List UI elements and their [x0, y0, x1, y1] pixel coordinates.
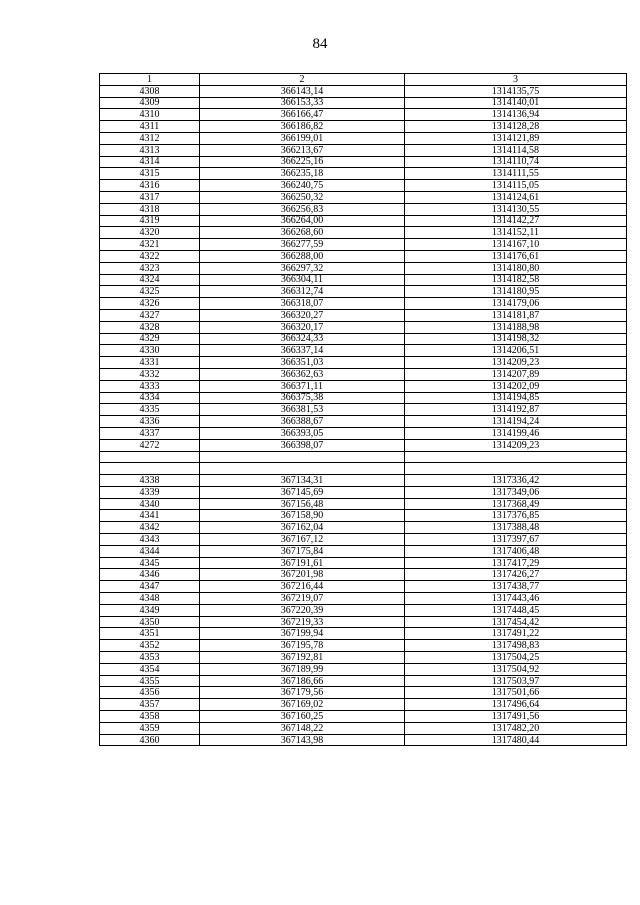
- point-number-cell: 4347: [100, 581, 200, 593]
- x-coordinate-cell: 367158,90: [200, 510, 405, 522]
- point-number-cell: [100, 463, 200, 475]
- point-number-cell: 4323: [100, 262, 200, 274]
- y-coordinate-cell: 1314179,06: [405, 298, 627, 310]
- x-coordinate-cell: 367199,94: [200, 628, 405, 640]
- y-coordinate-cell: 1314209,23: [405, 357, 627, 369]
- x-coordinate-cell: 367156,48: [200, 498, 405, 510]
- point-number-cell: 4320: [100, 227, 200, 239]
- point-number-cell: 4315: [100, 168, 200, 180]
- table-row: [100, 640, 627, 652]
- x-coordinate-cell: 366256,83: [200, 203, 405, 215]
- point-number-cell: 4310: [100, 109, 200, 121]
- point-number-cell: 4344: [100, 545, 200, 557]
- y-coordinate-cell: 1314110,74: [405, 156, 627, 168]
- point-number-cell: 4321: [100, 239, 200, 251]
- table-row: [100, 109, 627, 121]
- table-row: [100, 132, 627, 144]
- x-coordinate-cell: 367179,56: [200, 687, 405, 699]
- table-row: [100, 557, 627, 569]
- point-number-cell: 4345: [100, 557, 200, 569]
- y-coordinate-cell: 1314135,75: [405, 85, 627, 97]
- x-coordinate-cell: 366153,33: [200, 97, 405, 109]
- x-coordinate-cell: 367189,99: [200, 663, 405, 675]
- x-coordinate-cell: 366375,38: [200, 392, 405, 404]
- x-coordinate-cell: 367220,39: [200, 604, 405, 616]
- table-row: [100, 652, 627, 664]
- point-number-cell: 4352: [100, 640, 200, 652]
- table-row: [100, 498, 627, 510]
- table-row: [100, 357, 627, 369]
- y-coordinate-cell: 1314140,01: [405, 97, 627, 109]
- table-row: [100, 427, 627, 439]
- x-coordinate-cell: 366351,03: [200, 357, 405, 369]
- coordinates-table: [99, 73, 627, 746]
- point-number-cell: 4325: [100, 286, 200, 298]
- y-coordinate-cell: 1314206,51: [405, 345, 627, 357]
- y-coordinate-cell: 1317376,85: [405, 510, 627, 522]
- y-coordinate-cell: 1314209,23: [405, 439, 627, 451]
- point-number-cell: 4358: [100, 711, 200, 723]
- y-coordinate-cell: 1314124,61: [405, 191, 627, 203]
- y-coordinate-cell: 1314176,61: [405, 250, 627, 262]
- table-row: [100, 581, 627, 593]
- x-coordinate-cell: 367201,98: [200, 569, 405, 581]
- x-coordinate-cell: 366297,32: [200, 262, 405, 274]
- x-coordinate-cell: 367143,98: [200, 734, 405, 746]
- y-coordinate-cell: 1314142,27: [405, 215, 627, 227]
- point-number-cell: 4327: [100, 309, 200, 321]
- point-number-cell: 4342: [100, 522, 200, 534]
- y-coordinate-cell: 1317482,20: [405, 722, 627, 734]
- y-coordinate-cell: 1317426,27: [405, 569, 627, 581]
- y-coordinate-cell: 1317491,22: [405, 628, 627, 640]
- point-number-cell: 4338: [100, 475, 200, 487]
- table-row: [100, 274, 627, 286]
- y-coordinate-cell: 1317388,48: [405, 522, 627, 534]
- y-coordinate-cell: 1317438,77: [405, 581, 627, 593]
- point-number-cell: 4360: [100, 734, 200, 746]
- point-number-cell: 4314: [100, 156, 200, 168]
- y-coordinate-cell: 1314188,98: [405, 321, 627, 333]
- x-coordinate-cell: 366320,17: [200, 321, 405, 333]
- table-row: [100, 734, 627, 746]
- x-coordinate-cell: [200, 451, 405, 463]
- y-coordinate-cell: 1314114,58: [405, 144, 627, 156]
- table-row: [100, 510, 627, 522]
- x-coordinate-cell: 367169,02: [200, 699, 405, 711]
- table-row: [100, 687, 627, 699]
- x-coordinate-cell: 366240,75: [200, 180, 405, 192]
- point-number-cell: 4355: [100, 675, 200, 687]
- point-number-cell: 4316: [100, 180, 200, 192]
- x-coordinate-cell: 366398,07: [200, 439, 405, 451]
- table-row: [100, 404, 627, 416]
- y-coordinate-cell: 1314198,32: [405, 333, 627, 345]
- table-row: [100, 168, 627, 180]
- point-number-cell: 4330: [100, 345, 200, 357]
- x-coordinate-cell: 366268,60: [200, 227, 405, 239]
- x-coordinate-cell: 366250,32: [200, 191, 405, 203]
- y-coordinate-cell: 1317406,48: [405, 545, 627, 557]
- y-coordinate-cell: 1317496,64: [405, 699, 627, 711]
- table-row: [100, 298, 627, 310]
- y-coordinate-cell: [405, 463, 627, 475]
- table-body: [100, 85, 627, 746]
- table-row: [100, 380, 627, 392]
- table-row: [100, 239, 627, 251]
- x-coordinate-cell: 366337,14: [200, 345, 405, 357]
- x-coordinate-cell: 366388,67: [200, 416, 405, 428]
- x-coordinate-cell: 366235,18: [200, 168, 405, 180]
- x-coordinate-cell: 367192,81: [200, 652, 405, 664]
- table-row: [100, 309, 627, 321]
- y-coordinate-cell: 1314207,89: [405, 368, 627, 380]
- page-number: 84: [312, 36, 328, 52]
- y-coordinate-cell: 1317397,67: [405, 534, 627, 546]
- table-row: [100, 628, 627, 640]
- y-coordinate-cell: [405, 451, 627, 463]
- point-number-cell: 4322: [100, 250, 200, 262]
- table-row: [100, 569, 627, 581]
- x-coordinate-cell: 366213,67: [200, 144, 405, 156]
- x-coordinate-cell: 367186,66: [200, 675, 405, 687]
- x-coordinate-cell: 366324,33: [200, 333, 405, 345]
- table-row: [100, 250, 627, 262]
- point-number-cell: 4353: [100, 652, 200, 664]
- table-row: [100, 616, 627, 628]
- y-coordinate-cell: 1314194,85: [405, 392, 627, 404]
- table-header: [100, 74, 627, 86]
- table-row: [100, 156, 627, 168]
- table-row: [100, 722, 627, 734]
- table-row: [100, 522, 627, 534]
- y-coordinate-cell: 1314180,80: [405, 262, 627, 274]
- point-number-cell: 4337: [100, 427, 200, 439]
- x-coordinate-cell: 366166,47: [200, 109, 405, 121]
- x-coordinate-cell: 367167,12: [200, 534, 405, 546]
- x-coordinate-cell: 366362,63: [200, 368, 405, 380]
- point-number-cell: 4335: [100, 404, 200, 416]
- y-coordinate-cell: 1314180,95: [405, 286, 627, 298]
- y-coordinate-cell: 1317443,46: [405, 593, 627, 605]
- point-number-cell: 4350: [100, 616, 200, 628]
- point-number-cell: 4317: [100, 191, 200, 203]
- x-coordinate-cell: 366304,11: [200, 274, 405, 286]
- point-number-cell: 4339: [100, 486, 200, 498]
- point-number-cell: 4328: [100, 321, 200, 333]
- x-coordinate-cell: 366186,82: [200, 121, 405, 133]
- y-coordinate-cell: 1317504,92: [405, 663, 627, 675]
- x-coordinate-cell: 366277,59: [200, 239, 405, 251]
- table-row: [100, 545, 627, 557]
- y-coordinate-cell: 1314121,89: [405, 132, 627, 144]
- y-coordinate-cell: 1317501,66: [405, 687, 627, 699]
- x-coordinate-cell: 367219,33: [200, 616, 405, 628]
- y-coordinate-cell: 1317503,97: [405, 675, 627, 687]
- table-row: [100, 286, 627, 298]
- table-row: [100, 203, 627, 215]
- point-number-cell: 4346: [100, 569, 200, 581]
- column-header-1: 1: [100, 74, 200, 86]
- point-number-cell: 4349: [100, 604, 200, 616]
- x-coordinate-cell: 366199,01: [200, 132, 405, 144]
- x-coordinate-cell: 366371,11: [200, 380, 405, 392]
- x-coordinate-cell: 367191,61: [200, 557, 405, 569]
- y-coordinate-cell: 1314115,05: [405, 180, 627, 192]
- x-coordinate-cell: 366320,27: [200, 309, 405, 321]
- column-header-3: 3: [405, 74, 627, 86]
- table-row: [100, 392, 627, 404]
- table-row: [100, 486, 627, 498]
- y-coordinate-cell: 1317491,56: [405, 711, 627, 723]
- y-coordinate-cell: 1314128,28: [405, 121, 627, 133]
- point-number-cell: 4332: [100, 368, 200, 380]
- table-row: [100, 85, 627, 97]
- x-coordinate-cell: 366143,14: [200, 85, 405, 97]
- table-row: [100, 534, 627, 546]
- table-row: [100, 227, 627, 239]
- x-coordinate-cell: 366318,07: [200, 298, 405, 310]
- point-number-cell: 4340: [100, 498, 200, 510]
- table-row: [100, 675, 627, 687]
- y-coordinate-cell: 1317368,49: [405, 498, 627, 510]
- table-row: [100, 333, 627, 345]
- point-number-cell: 4351: [100, 628, 200, 640]
- point-number-cell: 4311: [100, 121, 200, 133]
- table-row: [100, 593, 627, 605]
- table-row: [100, 368, 627, 380]
- table-row: [100, 262, 627, 274]
- point-number-cell: [100, 451, 200, 463]
- x-coordinate-cell: 367216,44: [200, 581, 405, 593]
- table-row: [100, 699, 627, 711]
- y-coordinate-cell: 1317480,44: [405, 734, 627, 746]
- x-coordinate-cell: 367160,25: [200, 711, 405, 723]
- y-coordinate-cell: 1314202,09: [405, 380, 627, 392]
- y-coordinate-cell: 1314194,24: [405, 416, 627, 428]
- x-coordinate-cell: 367175,84: [200, 545, 405, 557]
- x-coordinate-cell: 366312,74: [200, 286, 405, 298]
- y-coordinate-cell: 1314167,10: [405, 239, 627, 251]
- table-row: [100, 97, 627, 109]
- table-row: [100, 345, 627, 357]
- y-coordinate-cell: 1314152,11: [405, 227, 627, 239]
- y-coordinate-cell: 1317504,25: [405, 652, 627, 664]
- point-number-cell: 4334: [100, 392, 200, 404]
- point-number-cell: 4312: [100, 132, 200, 144]
- table-row: [100, 439, 627, 451]
- table-row: [100, 451, 627, 463]
- point-number-cell: 4343: [100, 534, 200, 546]
- point-number-cell: 4329: [100, 333, 200, 345]
- point-number-cell: 4333: [100, 380, 200, 392]
- point-number-cell: 4318: [100, 203, 200, 215]
- y-coordinate-cell: 1314199,46: [405, 427, 627, 439]
- y-coordinate-cell: 1314182,58: [405, 274, 627, 286]
- point-number-cell: 4324: [100, 274, 200, 286]
- x-coordinate-cell: 367145,69: [200, 486, 405, 498]
- x-coordinate-cell: [200, 463, 405, 475]
- table-row: [100, 191, 627, 203]
- point-number-cell: 4356: [100, 687, 200, 699]
- y-coordinate-cell: 1317448,45: [405, 604, 627, 616]
- x-coordinate-cell: 366225,16: [200, 156, 405, 168]
- x-coordinate-cell: 366393,05: [200, 427, 405, 439]
- point-number-cell: 4313: [100, 144, 200, 156]
- y-coordinate-cell: 1317417,29: [405, 557, 627, 569]
- y-coordinate-cell: 1314130,55: [405, 203, 627, 215]
- x-coordinate-cell: 366288,00: [200, 250, 405, 262]
- header-row: [100, 74, 627, 86]
- y-coordinate-cell: 1317454,42: [405, 616, 627, 628]
- point-number-cell: 4331: [100, 357, 200, 369]
- point-number-cell: 4319: [100, 215, 200, 227]
- point-number-cell: 4357: [100, 699, 200, 711]
- point-number-cell: 4336: [100, 416, 200, 428]
- y-coordinate-cell: 1314136,94: [405, 109, 627, 121]
- x-coordinate-cell: 367195,78: [200, 640, 405, 652]
- table-row: [100, 321, 627, 333]
- table-row: [100, 215, 627, 227]
- table-row: [100, 711, 627, 723]
- x-coordinate-cell: 366381,53: [200, 404, 405, 416]
- point-number-cell: 4359: [100, 722, 200, 734]
- table-row: [100, 475, 627, 487]
- y-coordinate-cell: 1314181,87: [405, 309, 627, 321]
- x-coordinate-cell: 367148,22: [200, 722, 405, 734]
- table-row: [100, 121, 627, 133]
- table-row: [100, 416, 627, 428]
- point-number-cell: 4348: [100, 593, 200, 605]
- point-number-cell: 4309: [100, 97, 200, 109]
- table-row: [100, 663, 627, 675]
- column-header-2: 2: [200, 74, 405, 86]
- y-coordinate-cell: 1317336,42: [405, 475, 627, 487]
- y-coordinate-cell: 1314111,55: [405, 168, 627, 180]
- x-coordinate-cell: 366264,00: [200, 215, 405, 227]
- table-row: [100, 144, 627, 156]
- point-number-cell: 4341: [100, 510, 200, 522]
- table-row: [100, 180, 627, 192]
- x-coordinate-cell: 367219,07: [200, 593, 405, 605]
- table-row: [100, 604, 627, 616]
- point-number-cell: 4326: [100, 298, 200, 310]
- point-number-cell: 4354: [100, 663, 200, 675]
- y-coordinate-cell: 1314192,87: [405, 404, 627, 416]
- y-coordinate-cell: 1317349,06: [405, 486, 627, 498]
- x-coordinate-cell: 367162,04: [200, 522, 405, 534]
- y-coordinate-cell: 1317498,83: [405, 640, 627, 652]
- point-number-cell: 4272: [100, 439, 200, 451]
- table-row: [100, 463, 627, 475]
- x-coordinate-cell: 367134,31: [200, 475, 405, 487]
- point-number-cell: 4308: [100, 85, 200, 97]
